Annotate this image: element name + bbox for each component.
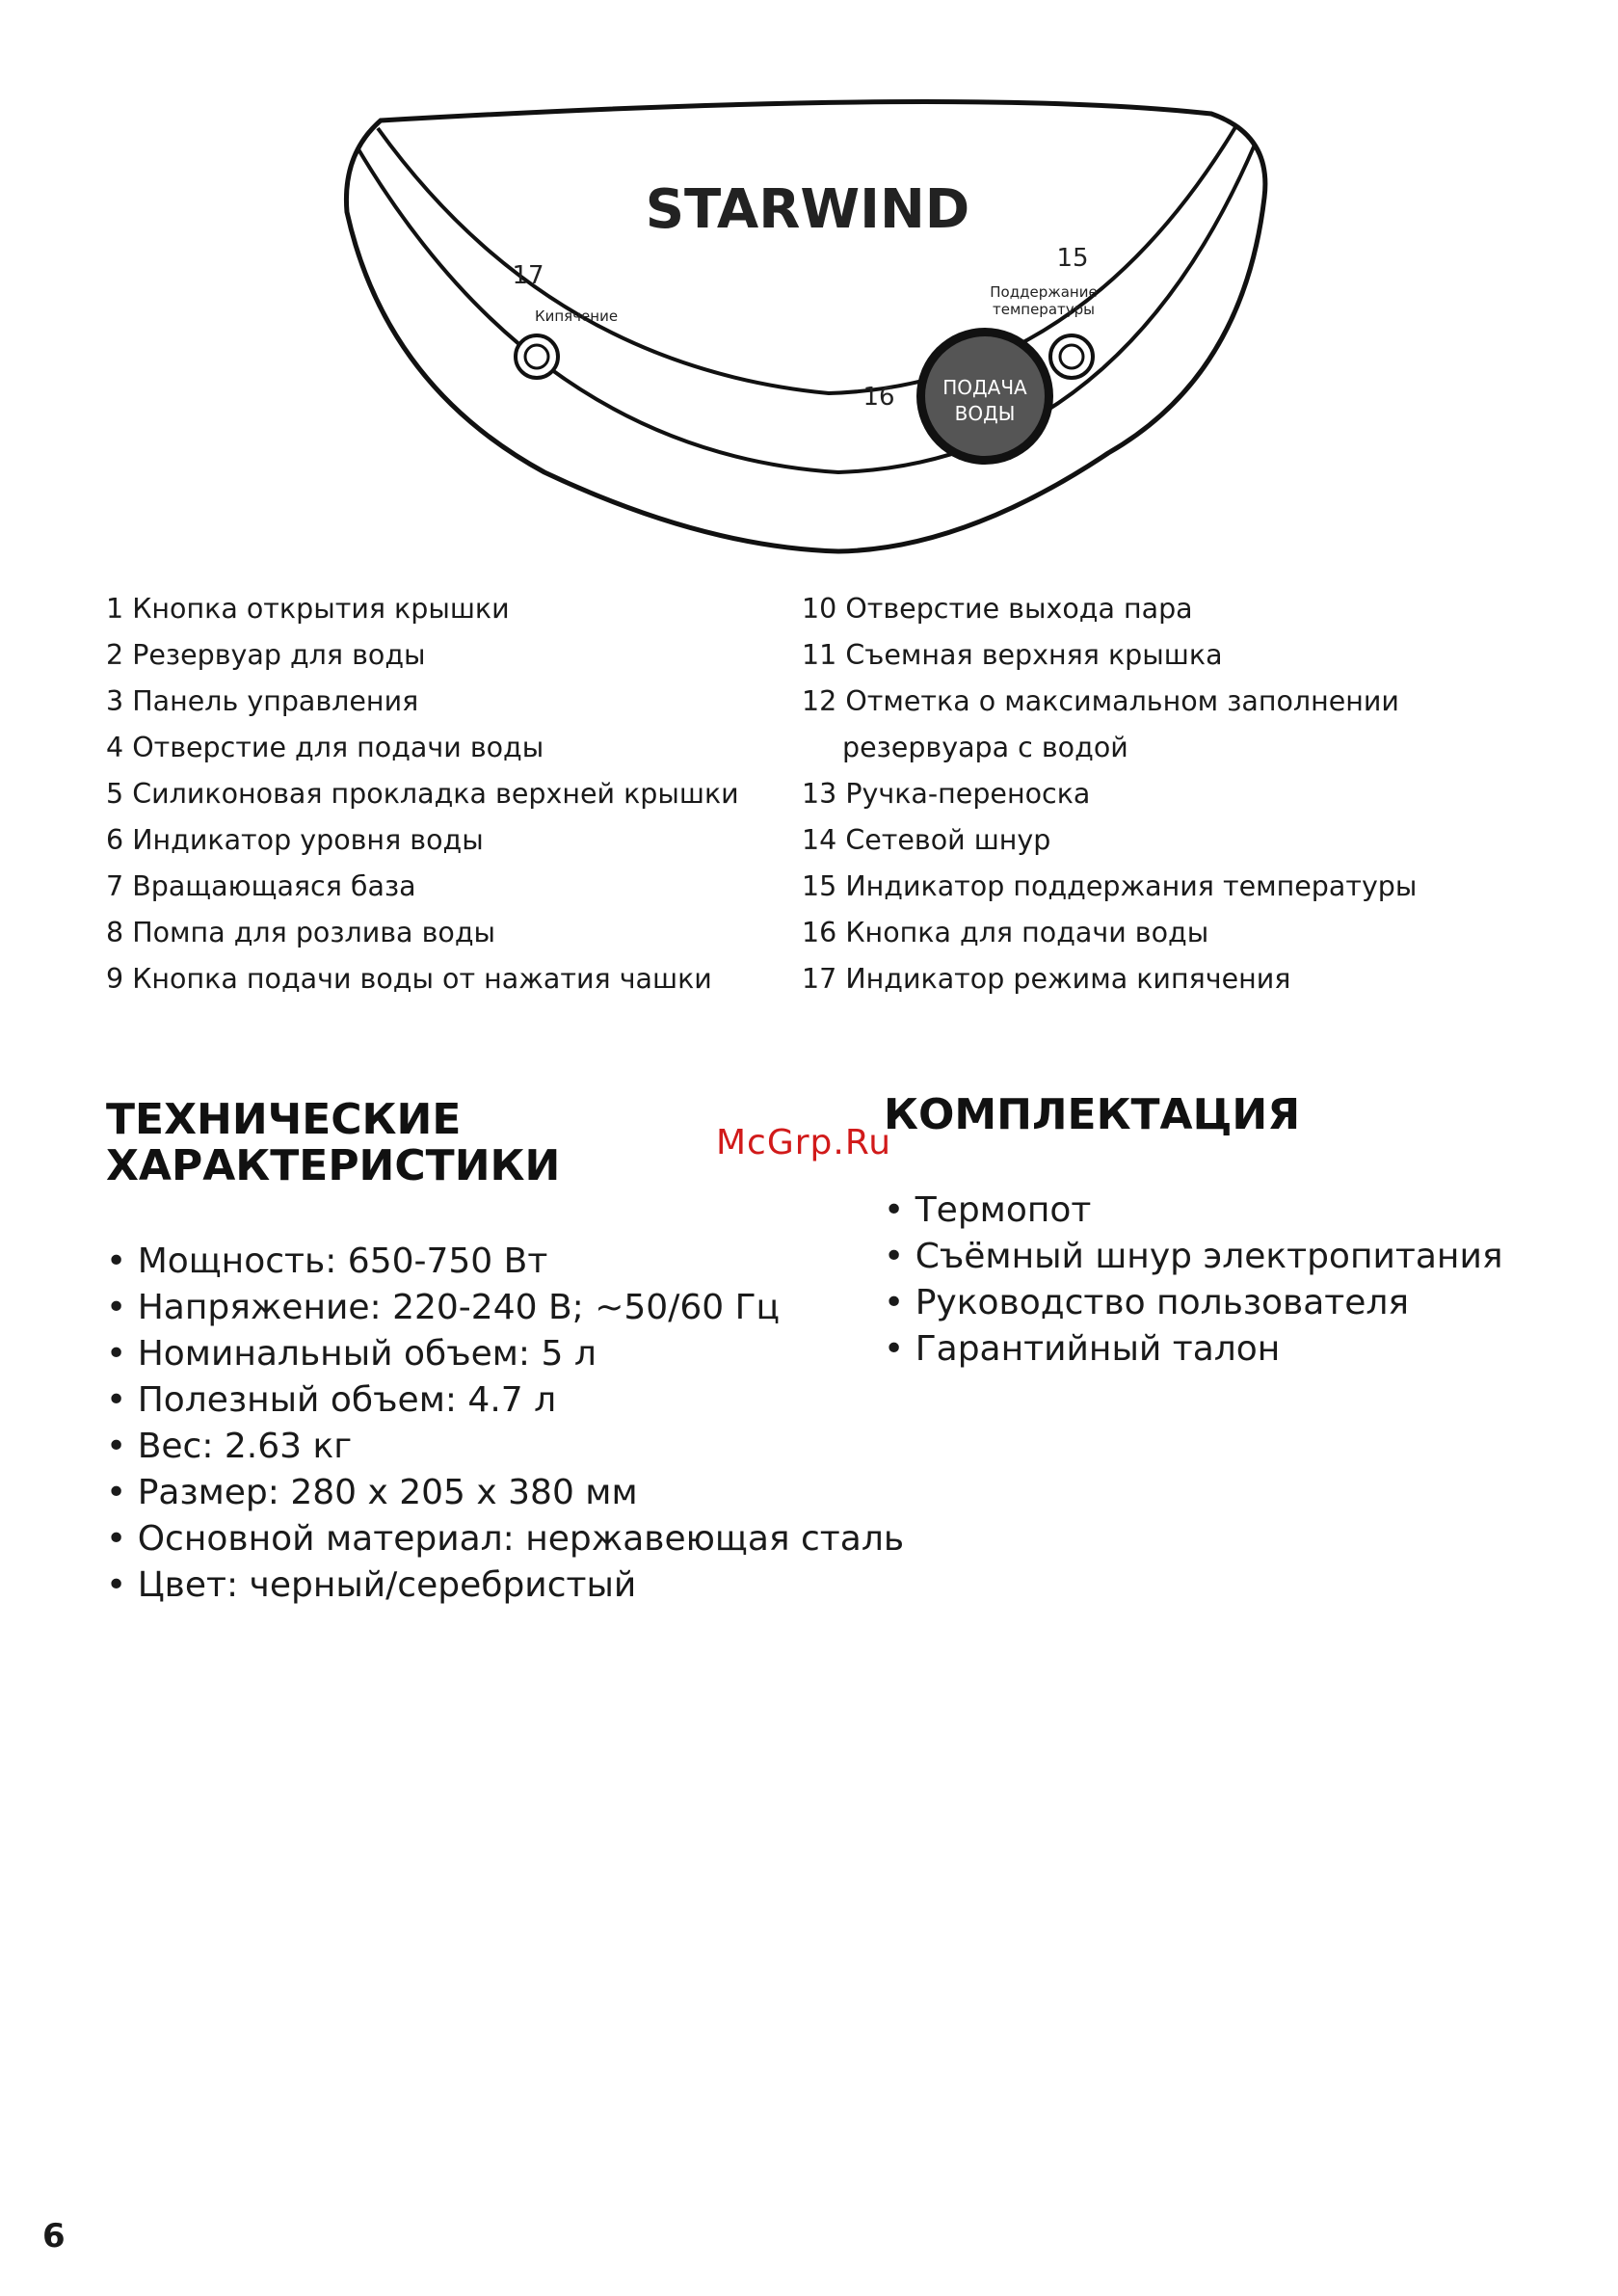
part-item: 4 Отверстие для подачи воды [106,732,544,763]
panel-groove-upper [378,127,1235,393]
part-item: 17 Индикатор режима кипячения [802,963,1291,995]
control-panel-diagram [0,0,1618,578]
page-number: 6 [42,2217,66,2256]
part-item: 1 Кнопка открытия крышки [106,593,510,625]
kit-item: • Гарантийный талон [884,1326,1503,1373]
keepwarm-label-line2: температуры [992,301,1096,318]
spec-item: • Вес: 2.63 кг [106,1424,904,1470]
specs-heading-line2: ХАРАКТЕРИСТИКИ [106,1141,561,1190]
part-item: 7 Вращающаяся база [106,870,416,902]
watermark: McGrp.Ru [716,1123,892,1162]
part-item: 16 Кнопка для подачи воды [802,917,1209,948]
keepwarm-indicator-icon [1050,335,1093,378]
keepwarm-label-line1: Поддержание [990,283,1098,301]
kit-list [884,1188,1503,1373]
brand-logo: STARWIND [645,178,970,241]
parts-list-right [802,586,1417,1002]
part-item: 10 Отверстие выхода пара [802,593,1193,625]
button-label-line2: ВОДЫ [954,402,1016,425]
spec-item: • Цвет: черный/серебристый [106,1562,904,1609]
spec-item: • Полезный объем: 4.7 л [106,1377,904,1424]
callout-15: 15 [1056,244,1089,273]
part-item: 3 Панель управления [106,685,419,717]
spec-item: • Размер: 280 х 205 х 380 мм [106,1470,904,1516]
spec-item: • Напряжение: 220-240 В; ~50/60 Гц [106,1285,904,1331]
panel-outline [346,102,1264,551]
kit-item: • Съёмный шнур электропитания [884,1234,1503,1280]
part-item: 14 Сетевой шнур [802,824,1051,856]
part-item: 13 Ручка-переноска [802,778,1091,810]
boil-label: Кипячение [534,307,619,325]
kit-item: • Руководство пользователя [884,1280,1503,1326]
spec-item: • Мощность: 650-750 Вт [106,1239,904,1285]
callout-16: 16 [862,383,895,412]
specs-heading [106,1097,781,1189]
part-item: 11 Съемная верхняя крышка [802,639,1223,671]
part-item: 2 Резервуар для воды [106,639,426,671]
button-label-line1: ПОДАЧА [942,376,1027,399]
part-item: 9 Кнопка подачи воды от нажатия чашки [106,963,712,995]
kit-item: • Термопот [884,1188,1503,1234]
callout-17: 17 [512,261,544,290]
part-item: 5 Силиконовая прокладка верхней крышки [106,778,739,810]
part-item-continuation: резервуара с водой [842,732,1128,763]
water-dispense-button [916,328,1053,465]
part-item: 15 Индикатор поддержания температуры [802,870,1418,902]
kit-heading: КОМПЛЕКТАЦИЯ [884,1090,1301,1139]
part-item: 12 Отметка о максимальном заполнении [802,685,1399,717]
specs-heading-line1: ТЕХНИЧЕСКИЕ [106,1095,462,1144]
part-item: 6 Индикатор уровня воды [106,824,484,856]
boil-indicator-icon [516,335,558,378]
spec-item: • Номинальный объем: 5 л [106,1331,904,1377]
part-item: 8 Помпа для розлива воды [106,917,496,948]
spec-item: • Основной материал: нержавеющая сталь [106,1516,904,1562]
specs-list [106,1239,904,1609]
parts-list-left [106,586,739,1002]
